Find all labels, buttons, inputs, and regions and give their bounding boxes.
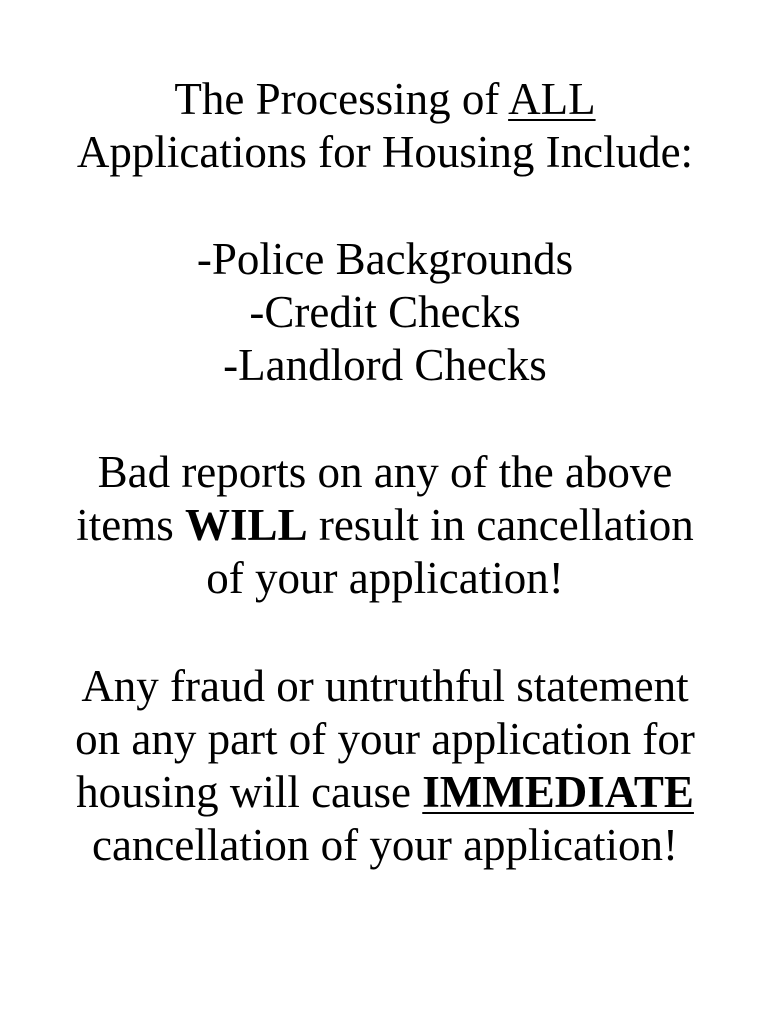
fraud-paragraph xyxy=(0,660,770,872)
fraud-line-2: on any part of your application for xyxy=(75,714,695,764)
heading-line-1: The Processing of ALL xyxy=(174,74,596,124)
immediate-emphasis: IMMEDIATE xyxy=(422,767,694,817)
all-emphasis: ALL xyxy=(508,74,596,124)
checks-list xyxy=(0,233,770,392)
will-emphasis: WILL xyxy=(185,500,308,550)
check-item-landlord: -Landlord Checks xyxy=(223,340,547,390)
notice-heading xyxy=(0,73,770,179)
fraud-line-4: cancellation of your application! xyxy=(91,820,678,870)
warning-paragraph xyxy=(0,446,770,605)
check-item-police: -Police Backgrounds xyxy=(196,234,574,284)
fraud-line-3: housing will cause IMMEDIATE xyxy=(76,767,694,817)
heading-line-2: Applications for Housing Include: xyxy=(76,127,694,177)
warning-line-3: of your application! xyxy=(206,553,564,603)
check-item-credit: -Credit Checks xyxy=(249,287,521,337)
warning-line-1: Bad reports on any of the above xyxy=(97,447,673,497)
warning-line-2: items WILL result in cancellation xyxy=(76,500,694,550)
fraud-line-1: Any fraud or untruthful statement xyxy=(81,661,689,711)
